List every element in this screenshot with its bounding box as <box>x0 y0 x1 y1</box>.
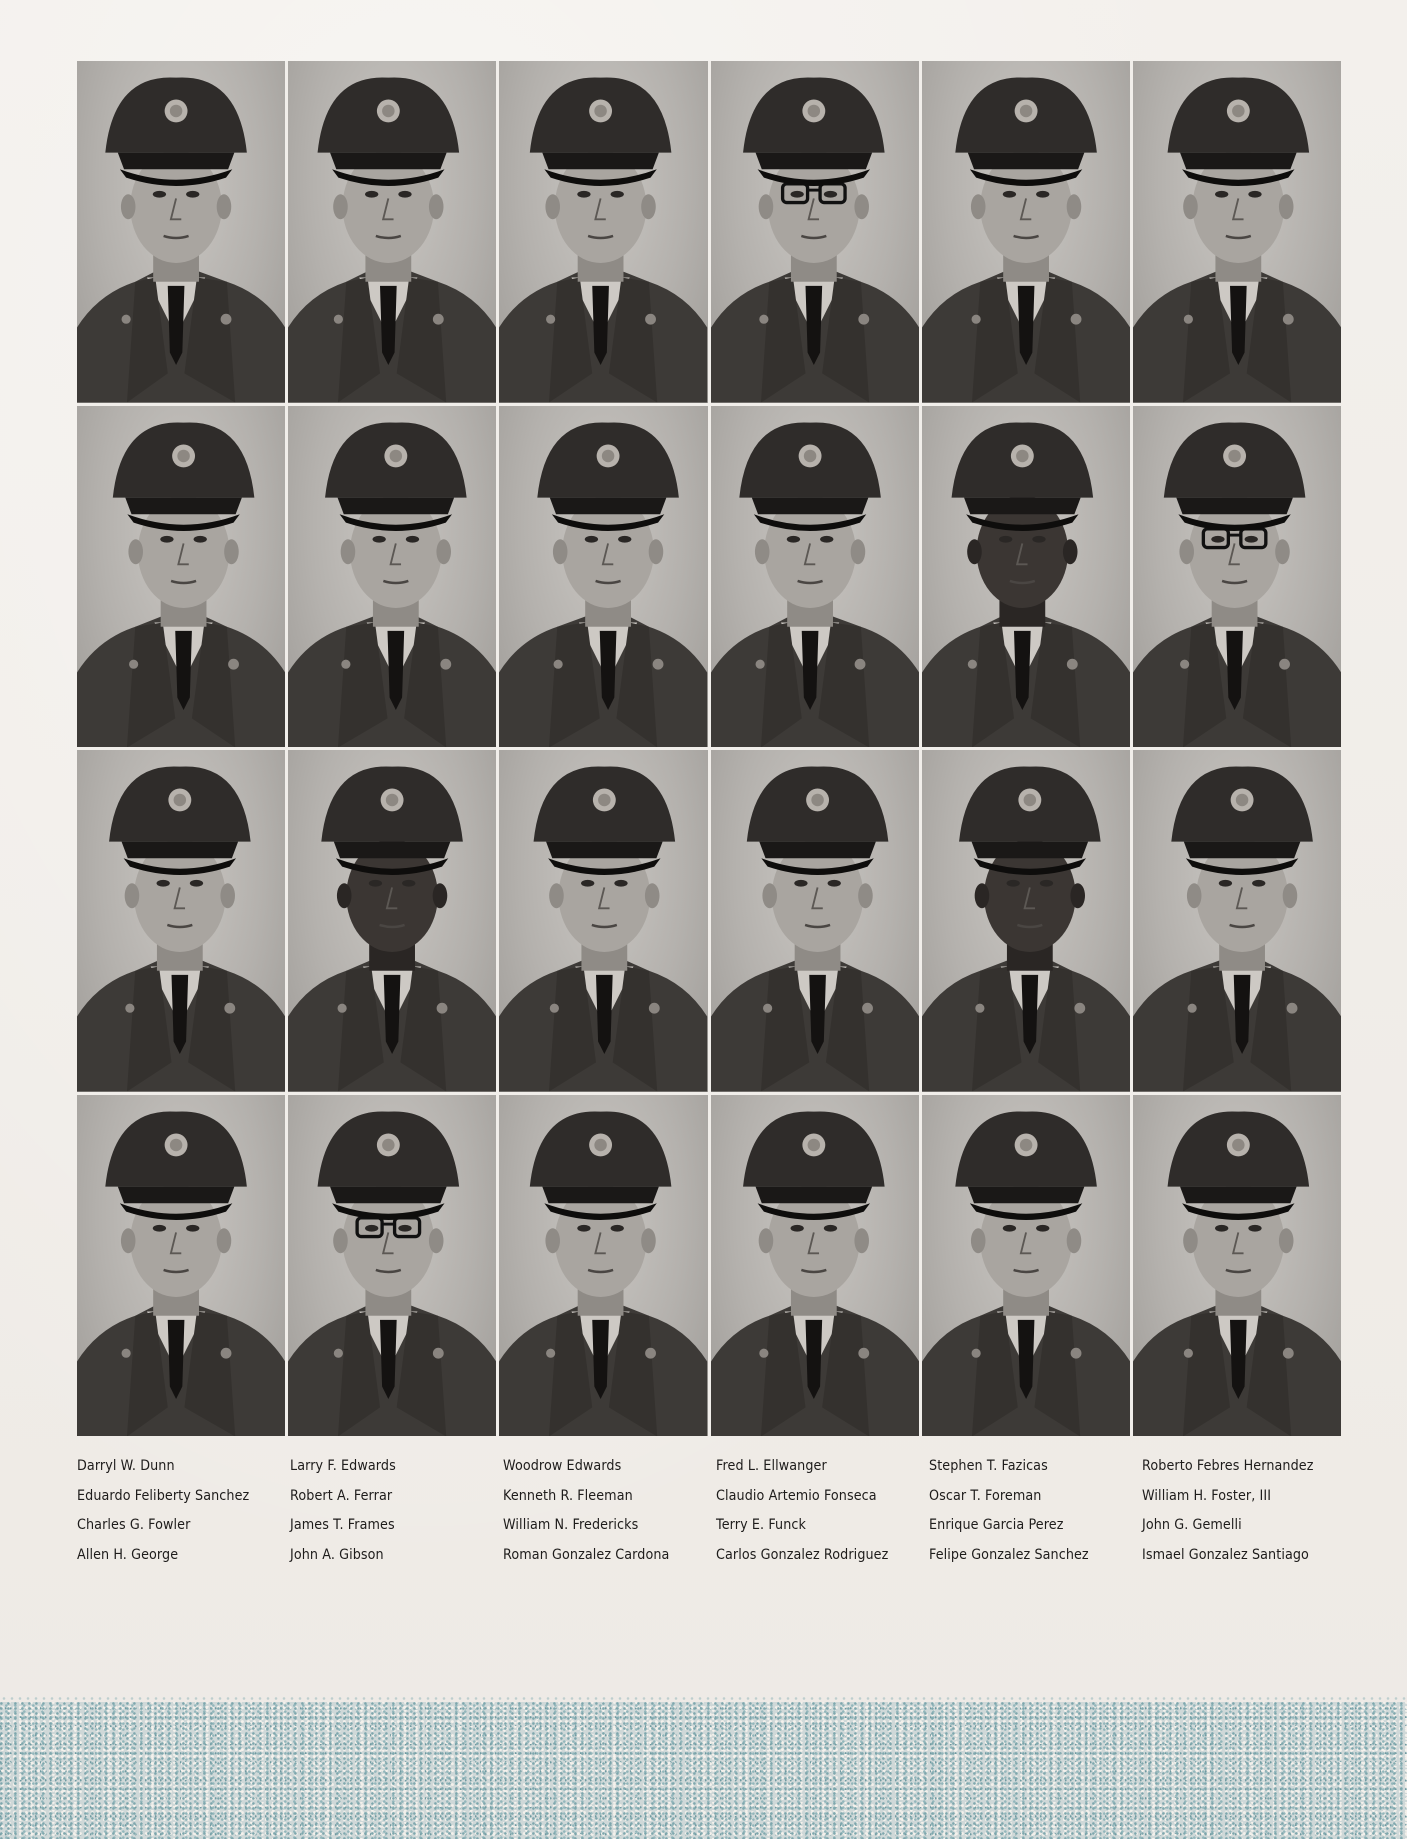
name-column-2 <box>290 1452 503 1570</box>
portrait-photo <box>77 750 285 1092</box>
name-column-6 <box>1142 1452 1367 1570</box>
portrait-photo <box>711 1095 919 1437</box>
name-column-3 <box>503 1452 716 1570</box>
portrait-photo <box>288 61 496 403</box>
roster-name: Allen H. George <box>77 1546 179 1563</box>
roster-name: Terry E. Funck <box>716 1517 806 1533</box>
portrait-photo <box>288 1095 496 1437</box>
roster-name: Enrique Garcia Perez <box>929 1517 1064 1533</box>
roster-name: Woodrow Edwards <box>503 1458 622 1474</box>
portrait-photo <box>499 750 707 1092</box>
portrait-photo <box>922 750 1130 1092</box>
name-column-5 <box>929 1452 1142 1570</box>
roster-name: John G. Gemelli <box>1142 1517 1242 1533</box>
portrait-photo <box>77 61 285 403</box>
portrait-photo <box>922 61 1130 403</box>
portrait-photo <box>711 406 919 748</box>
roster-name: Darryl W. Dunn <box>77 1458 175 1474</box>
roster-name: Felipe Gonzalez Sanchez <box>929 1546 1089 1563</box>
portrait-photo <box>499 406 707 748</box>
portrait-photo <box>288 406 496 748</box>
portrait-grid <box>77 61 1341 1436</box>
name-column-1 <box>77 1452 290 1570</box>
name-column-4 <box>716 1452 929 1570</box>
portrait-photo <box>77 406 285 748</box>
speckled-decorative-band <box>0 1702 1407 1839</box>
roster-name: Stephen T. Fazicas <box>929 1458 1048 1474</box>
roster-name: William H. Foster, III <box>1142 1487 1272 1504</box>
roster-name: Kenneth R. Fleeman <box>503 1487 633 1504</box>
roster-name: Eduardo Feliberty Sanchez <box>77 1487 250 1504</box>
portrait-photo <box>499 1095 707 1437</box>
roster-name: William N. Fredericks <box>503 1517 639 1533</box>
portrait-photo <box>77 1095 285 1437</box>
roster-name: Carlos Gonzalez Rodriguez <box>716 1546 889 1563</box>
roster-name: Oscar T. Foreman <box>929 1487 1042 1504</box>
portrait-photo <box>922 1095 1130 1437</box>
portrait-photo <box>711 61 919 403</box>
portrait-photo <box>499 61 707 403</box>
portrait-photo <box>1133 406 1341 748</box>
roster-name: Charles G. Fowler <box>77 1517 191 1533</box>
roster-name: James T. Frames <box>290 1517 395 1533</box>
roster-name: Robert A. Ferrar <box>290 1487 393 1504</box>
roster-name: Roman Gonzalez Cardona <box>503 1546 670 1563</box>
portrait-photo <box>1133 1095 1341 1437</box>
roster-name: Fred L. Ellwanger <box>716 1458 827 1474</box>
roster-name: John A. Gibson <box>290 1546 384 1563</box>
roster-name: Claudio Artemio Fonseca <box>716 1487 877 1504</box>
portrait-photo <box>1133 750 1341 1092</box>
roster-name: Roberto Febres Hernandez <box>1142 1458 1314 1474</box>
portrait-photo <box>288 750 496 1092</box>
name-roster <box>77 1452 1367 1570</box>
portrait-photo <box>711 750 919 1092</box>
portrait-photo <box>1133 61 1341 403</box>
roster-name: Larry F. Edwards <box>290 1458 396 1474</box>
roster-name: Ismael Gonzalez Santiago <box>1142 1546 1309 1563</box>
portrait-photo <box>922 406 1130 748</box>
